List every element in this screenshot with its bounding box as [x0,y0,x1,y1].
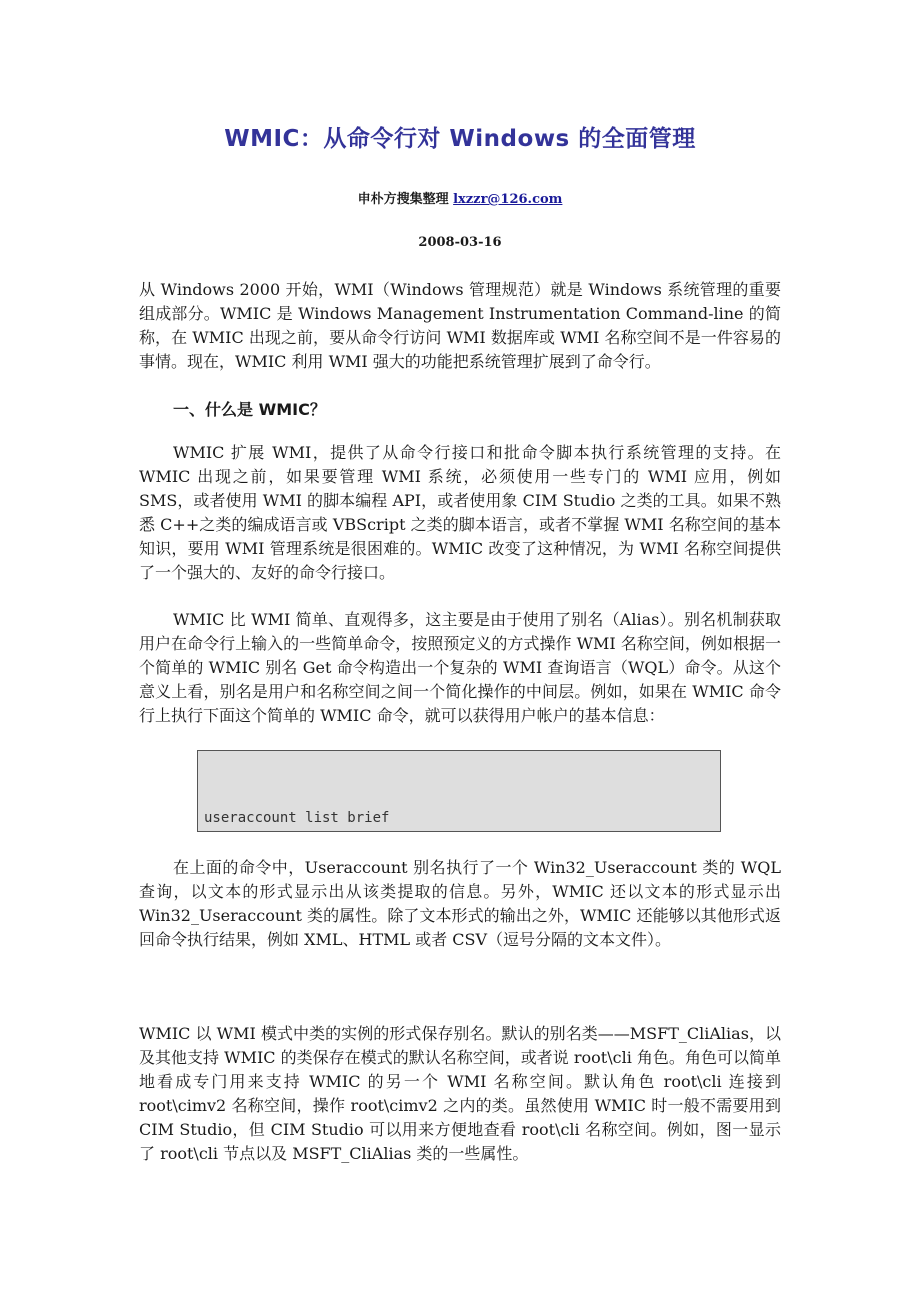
body-paragraph-3: 在上面的命令中，Useraccount 别名执行了一个 Win32_Useraccount 类的 WQL 查询，以文本的形式显示出从该类提取的信息。另外，WMIC 还以文本的形式显示出 Win32_Useraccount 类的属性。除了文本形式的输出之外，WMIC 还能够以其他形式返回命令执行结果，例如 XML、HTML 或者 CSV（逗号分隔的文本文件）。 [139,858,781,949]
document-title: WMIC：从命令行对 Windows 的全面管理 [224,126,696,152]
code-text: useraccount list brief [204,810,390,826]
author-email-link[interactable]: lxzzr@126.com [453,192,563,207]
author-name: 申朴方搜集整理 [357,192,449,207]
code-block [197,750,721,832]
author-line [0,188,920,207]
intro-paragraph: 从 Windows 2000 开始，WMI（Windows 管理规范）就是 Windows 系统管理的重要组成部分。WMIC 是 Windows Management Instrumentation Command-line 的简称，在 WMIC 出现之前，要从命令行访问 WMI 数据库或 WMI 名称空间不是一件容易的事情。现在，WMIC 利用 WMI 强大的功能把系统管理扩展到了命令行。 [139,280,781,371]
body-paragraph-2: WMIC 比 WMI 简单、直观得多，这主要是由于使用了别名（Alias）。别名机制获取用户在命令行上输入的一些简单命令，按照预定义的方式操作 WMI 名称空间，例如根据一个简单的 WMIC 别名 Get 命令构造出一个复杂的 WMI 查询语言（WQL）命令。从这个意义上看，别名是用户和名称空间之间一个简化操作的中间层。例如，如果在 WMIC 命令行上执行下面这个简单的 WMIC 命令，就可以获得用户帐户的基本信息： [139,610,781,725]
section-heading: 一、什么是 WMIC？ [173,400,326,419]
document-date: 2008-03-16 [418,235,502,250]
body-paragraph-1: WMIC 扩展 WMI，提供了从命令行接口和批命令脚本执行系统管理的支持。在 WMIC 出现之前，如果要管理 WMI 系统，必须使用一些专门的 WMI 应用，例如 SMS，或者使用 WMI 的脚本编程 API，或者使用象 CIM Studio 之类的工具。如果不熟悉 C++之类的编成语言或 VBScript 之类的脚本语言，或者不掌握 WMI 名称空间的基本知识，要用 WMI 管理系统是很困难的。WMIC 改变了这种情况，为 WMI 名称空间提供了一个强大的、友好的命令行接口。 [139,443,781,582]
body-paragraph-4: WMIC 以 WMI 模式中类的实例的形式保存别名。默认的别名类——MSFT_CliAlias，以及其他支持 WMIC 的类保存在模式的默认名称空间，或者说 root\cli 角色。角色可以简单地看成专门用来支持 WMIC 的另一个 WMI 名称空间。默认角色 root\cli 连接到 root\cimv2 名称空间，操作 root\cimv2 之内的类。虽然使用 WMIC 时一般不需要用到 CIM Studio，但 CIM Studio 可以用来方便地查看 root\cli 名称空间。例如，图一显示了 root\cli 节点以及 MSFT_CliAlias 类的一些属性。 [139,1024,781,1163]
